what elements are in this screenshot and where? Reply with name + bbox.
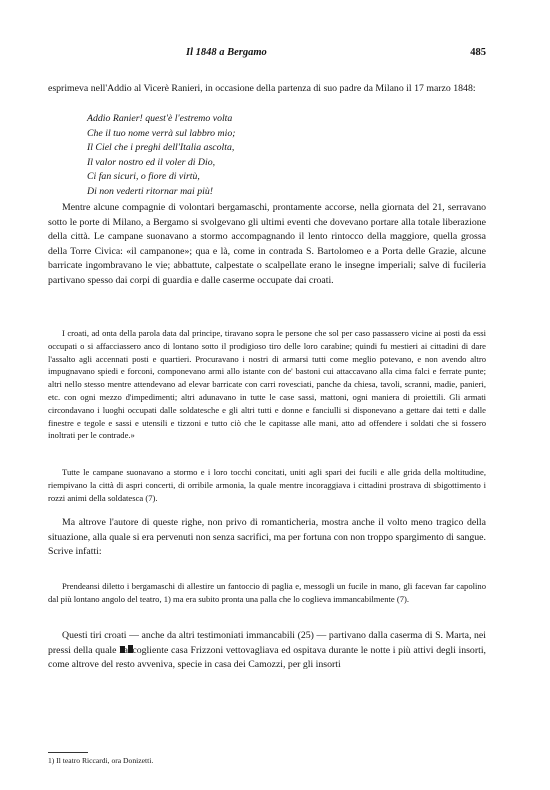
footnote-rule — [48, 752, 88, 753]
verse-line: Il Ciel che i preghi dell'Italia ascolta, — [87, 142, 235, 154]
verse-line: Che il tuo nome verrà sul labbro mio; — [87, 127, 236, 139]
verse-line: Addio Ranier! quest'è l'estremo volta — [87, 113, 233, 124]
footnote: 1) Il teatro Riccardi, ora Donizetti. — [48, 756, 154, 765]
quote-1: I croati, ad onta della parola data dal principe, tiravano sopra le persone che sol per caso passassero vicine ai posti da essi occupati o si affacciassero anco di lontano sotto il prodigioso tiro delle loro carabine; quindi fu mestieri ai cittadini di dare l'assalto agli accennati posti e quartieri. Procuravano i nostri di armarsi tutti come meglio potevano, e non avendo altro impugnavano spiedi e forconi, componevano armi allo istante con de' bastoni cui attaccavano alla cima falci e ferrate punte; altri nello stesso mentre attendevano ad elevar barricate con carri rovesciati, panche da chiesa, tavoli, scranni, madie, panieri, etc. con ogni mezzo d'impedimenti; altri adunavano in tutte le case sassi, mattoni, ogni maniera di proiettili. Gli armati circondavano i luoghi occupati dalle soldatesche e gli altri tutti e donne e fanciulli si disponevano a gettare dai tetti e dalle finestre e tegole e sassi e utensili e tizzoni e tutto ciò che le capitasse alle mani, atto ad offendere i soldati che si fossero inoltrati per le contrade.» — [48, 328, 486, 441]
verse-line: Il valor nostro ed il voler di Dio, — [87, 156, 216, 168]
page-header — [186, 47, 486, 61]
verse-line: Ci fan sicuri, o fiore di virtù, — [87, 171, 200, 183]
page-number: 485 — [470, 47, 486, 58]
intro-line: esprimeva nell'Addio al Vicerè Ranieri, in occasione della partenza di suo padre da Milano il 17 marzo 1848: — [48, 83, 476, 94]
running-title: Il 1848 a Bergamo — [186, 47, 267, 58]
paragraph-1: Mentre alcune compagnie di volontari bergamaschi, prontamente accorse, nella giornata del 21, serravano sotto le porte di Milano, a Bergamo si svolgevano gli ultimi eventi che dovevano portare alla totale liberazione della città. Le campane suonavano a stormo accompagnando il lento rintocco della maggiore, quella grossa della Torre Civica: «il campanone»; qua e là, come in contrada S. Bartolomeo e a Porta delle Grazie, alcune barricate ingombravano le vie; abbattute, calpestate o scalpellate erano le insegne imperiali; salve di fucileria partivano spesso dai corpi di guardia e dalle caserme occupate dai croati. — [48, 202, 486, 286]
paragraph-3: Questi tiri croati — anche da altri testimoniati immancabili (25) — partivano dalla caserma di S. Marta, nei pressi della quale l'accogliente casa Frizzoni vettovagliava ed ospitava durante le notte i più attivi degli insorti, come altrove del resto avveniva, specie in casa dei Camozzi, per gli insorti — [48, 630, 486, 671]
quote-2: Tutte le campane suonavano a stormo e i loro tocchi concitati, uniti agli spari dei fucili e alle grida della moltitudine, riempivano la città di aspri concerti, di orribile armonia, la quale mentre incoraggiava i cittadini prostrava di sbigottimento i rozzi animi della soldatesca (7). — [48, 467, 486, 503]
verse-line: Di non vederti ritornar mai più! — [87, 185, 213, 197]
quote-3: Prendeansi diletto i bergamaschi di allestire un fantoccio di paglia e, messogli un fucile in mano, gli facevan far capolino dal più lontano angolo del teatro, 1) ma era subito pronta una palla che lo coglieva immancabilmente (7). — [48, 581, 486, 604]
verse-block — [87, 112, 447, 200]
paragraph-2: Ma altrove l'autore di queste righe, non privo di romanticheria, mostra anche il volto meno tragico della situazione, alla quale si era pervenuti non senza sacrifici, ma per fortuna con non troppo spargimento di sangue. Scrive infatti: — [48, 517, 486, 558]
